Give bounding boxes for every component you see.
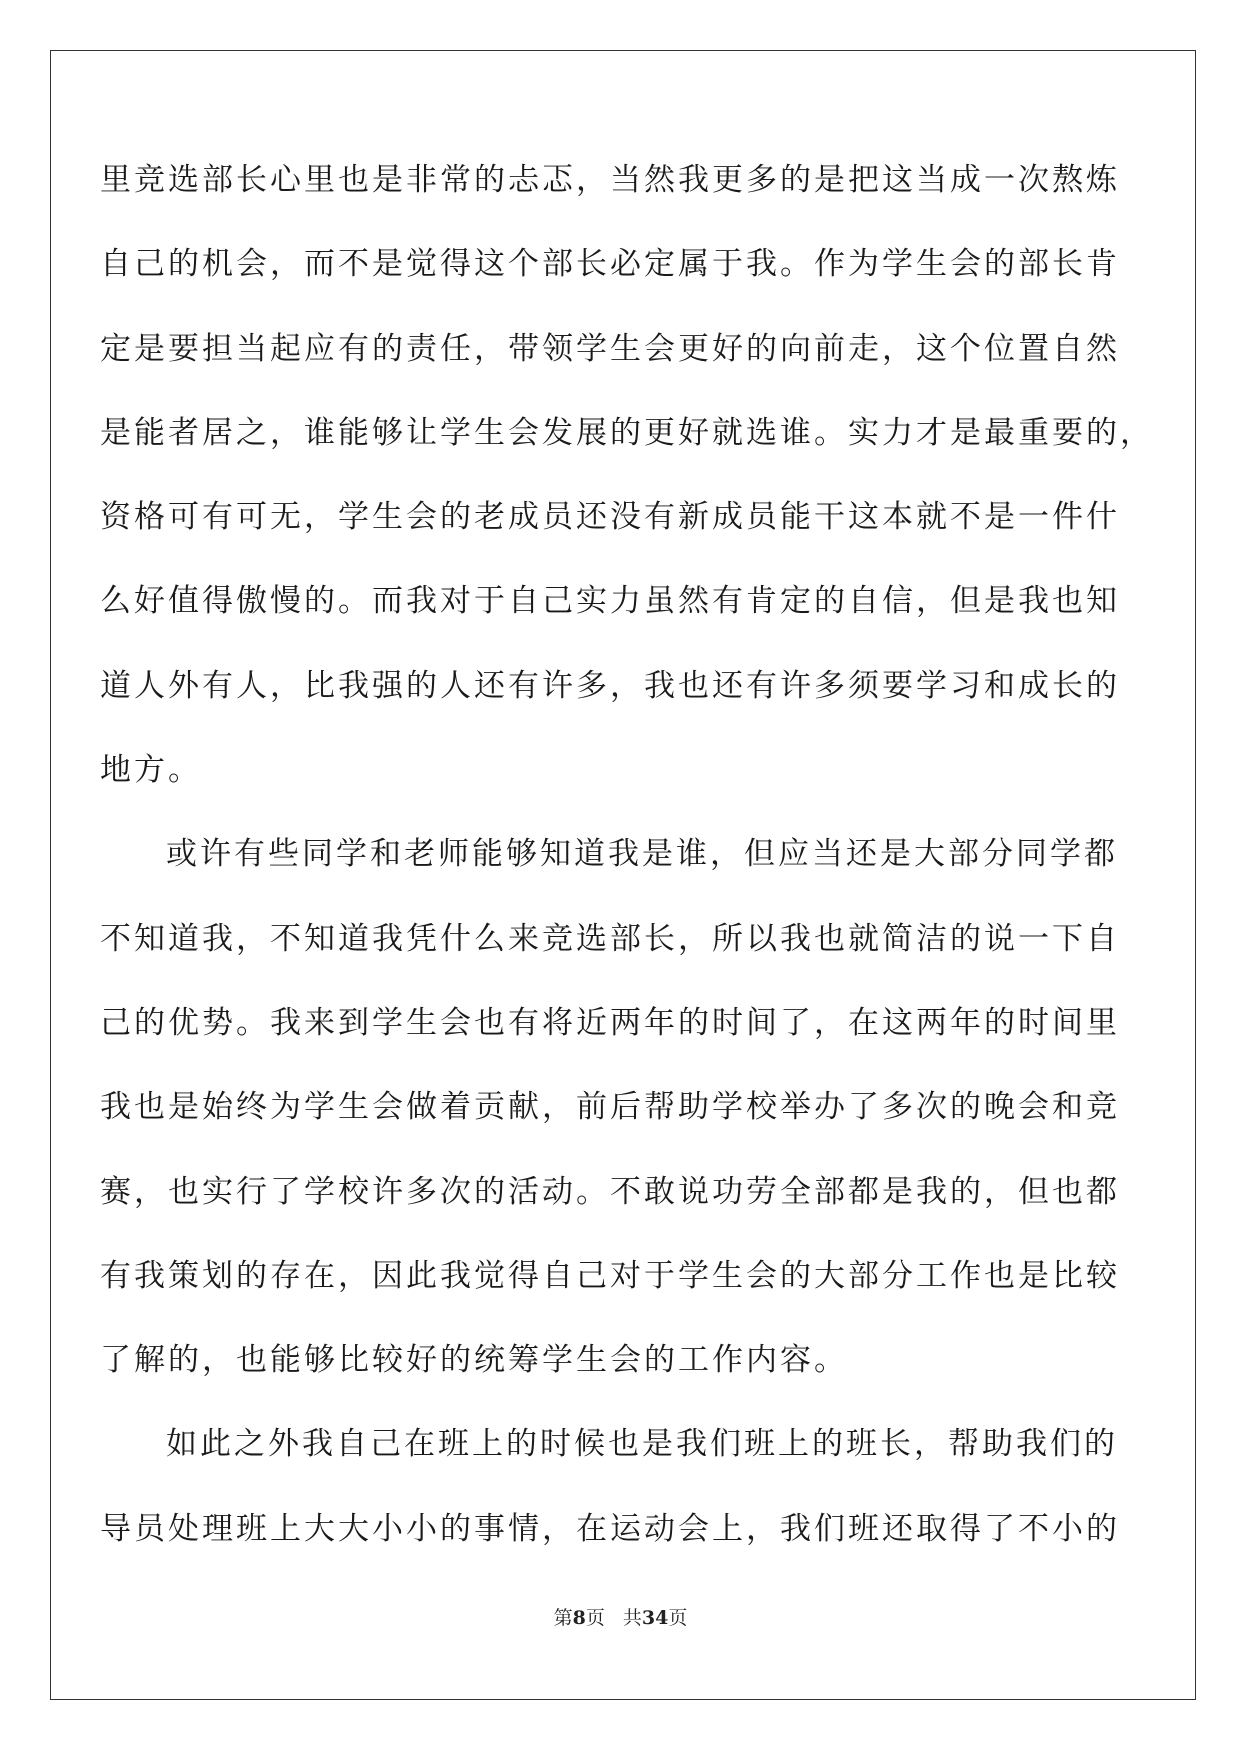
paragraph-start-line: 如此之外我自己在班上的时候也是我们班上的班长，帮助我们的 — [166, 1426, 1118, 1463]
text-line: 了解的，也能够比较好的统筹学生会的工作内容。 — [100, 1342, 848, 1379]
page-footer — [0, 1603, 1241, 1630]
text-line: 资格可有可无，学生会的老成员还没有新成员能干这本就不是一件什 — [100, 499, 1120, 536]
text-line: 定是要担当起应有的责任，带领学生会更好的向前走，这个位置自然 — [100, 330, 1120, 367]
document-body — [100, 160, 1154, 1593]
total-pages: 34 — [641, 1607, 669, 1629]
text-line: 不知道我，不知道我凭什么来竞选部长，所以我也就简洁的说一下自 — [100, 920, 1120, 957]
text-line: 自己的机会，而不是觉得这个部长必定属于我。作为学生会的部长肯 — [100, 246, 1120, 283]
text-line: 己的优势。我来到学生会也有将近两年的时间了，在这两年的时间里 — [100, 1004, 1120, 1041]
text-line: 地方。 — [100, 752, 202, 789]
page-suffix: 页 — [585, 1607, 605, 1629]
page-number: 8 — [572, 1607, 586, 1629]
text-line: 是能者居之，谁能够让学生会发展的更好就选谁。实力才是最重要的， — [100, 414, 1154, 451]
text-line: 导员处理班上大大小小的事情，在运动会上，我们班还取得了不小的 — [100, 1510, 1120, 1547]
text-line: 么好值得傲慢的。而我对于自己实力虽然有肯定的自信，但是我也知 — [100, 583, 1120, 620]
total-suffix: 页 — [668, 1607, 688, 1629]
total-prefix: 共 — [622, 1607, 642, 1629]
text-line: 赛，也实行了学校许多次的活动。不敢说功劳全部都是我的，但也都 — [100, 1173, 1120, 1210]
paragraph-start-line: 或许有些同学和老师能够知道我是谁，但应当还是大部分同学都 — [166, 836, 1118, 873]
text-line: 道人外有人，比我强的人还有许多，我也还有许多须要学习和成长的 — [100, 667, 1120, 704]
text-line: 我也是始终为学生会做着贡献，前后帮助学校举办了多次的晚会和竞 — [100, 1089, 1120, 1126]
page-prefix: 第 — [553, 1607, 573, 1629]
text-line: 里竞选部长心里也是非常的忐忑，当然我更多的是把这当成一次熬炼 — [100, 162, 1120, 198]
text-line: 有我策划的存在，因此我觉得自己对于学生会的大部分工作也是比较 — [100, 1257, 1120, 1294]
